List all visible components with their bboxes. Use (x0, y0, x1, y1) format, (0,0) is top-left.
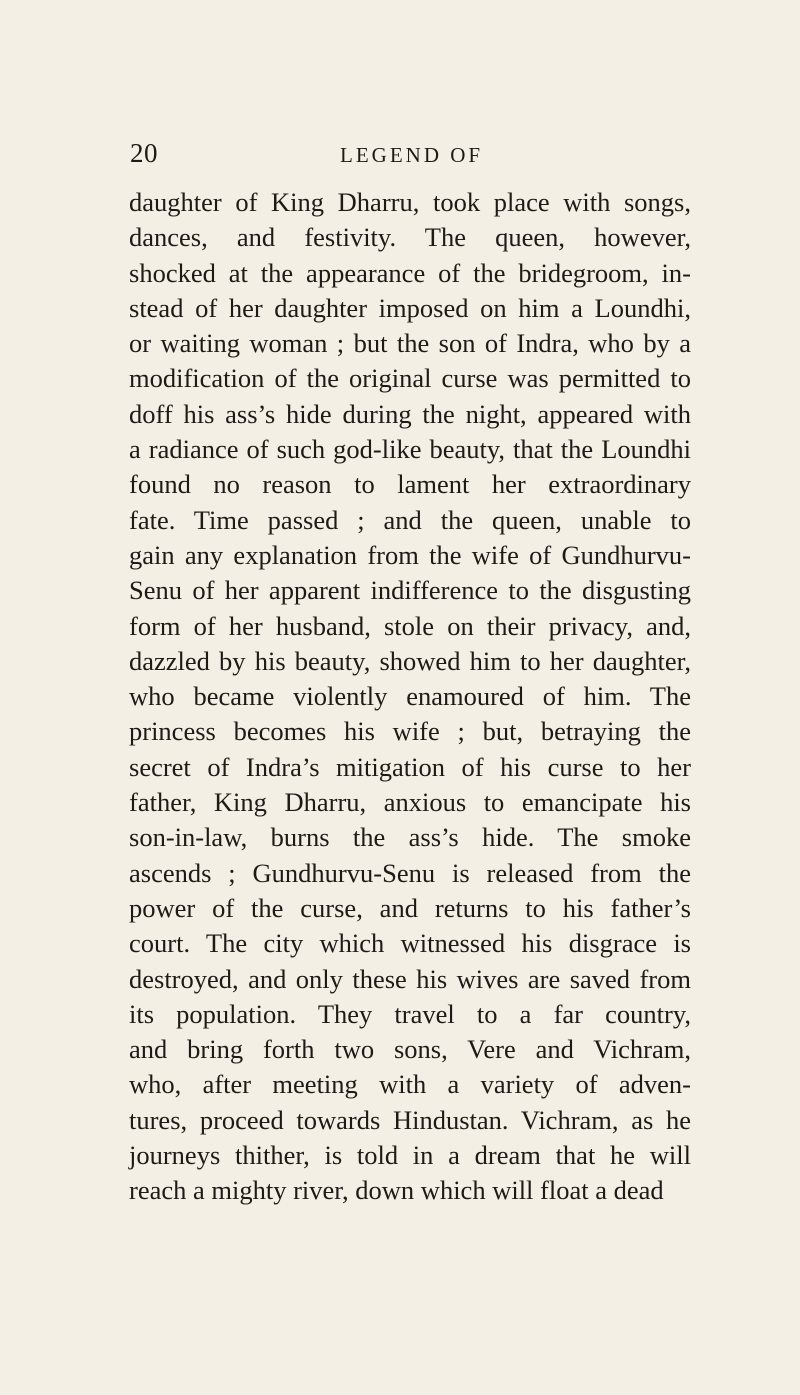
running-header (130, 138, 690, 178)
text-line: found no reason to lament her extraordinary (129, 469, 691, 500)
text-line: fate. Time passed ; and the queen, unable to (129, 504, 691, 535)
text-line: its population. They travel to a far country, (129, 998, 691, 1029)
text-line: court. The city which witnessed his disgrace is (129, 928, 691, 959)
page-number: 20 (130, 138, 158, 168)
text-line: reach a mighty river, down which will float a dead (129, 1175, 664, 1206)
text-line: power of the curse, and returns to his father’s (129, 892, 691, 923)
text-line: form of her husband, stole on their privacy, and, (129, 610, 691, 641)
text-line: destroyed, and only these his wives are saved from (129, 963, 691, 994)
text-line: secret of Indra’s mitigation of his curse to her (129, 751, 691, 782)
text-line: tures, proceed towards Hindustan. Vichram, as he (129, 1104, 691, 1135)
text-line: father, King Dharru, anxious to emancipate his (129, 787, 691, 818)
text-line: doff his ass’s hide during the night, appeared with (129, 398, 691, 429)
text-line: dances, and festivity. The queen, however, (129, 222, 691, 253)
text-line: dazzled by his beauty, showed him to her daughter, (129, 645, 691, 676)
text-line: modification of the original curse was permitted to (129, 363, 691, 394)
text-line: who, after meeting with a variety of adven- (129, 1069, 691, 1100)
text-line: gain any explanation from the wife of Gundhurvu- (129, 539, 691, 570)
text-line: a radiance of such god-like beauty, that the Loundhi (129, 434, 691, 465)
text-line: princess becomes his wife ; but, betraying the (129, 716, 691, 747)
text-line: journeys thither, is told in a dream that he will (129, 1140, 691, 1171)
text-line: Senu of her apparent indifference to the disgusting (129, 575, 691, 606)
text-line: or waiting woman ; but the son of Indra, who by a (129, 328, 691, 359)
text-line: who became violently enamoured of him. The (129, 681, 691, 712)
text-line: son-in-law, burns the ass’s hide. The smoke (129, 822, 691, 853)
text-line: ascends ; Gundhurvu-Senu is released from the (129, 857, 691, 888)
text-line: stead of her daughter imposed on him a Loundhi, (129, 292, 691, 323)
running-title: LEGEND OF (340, 143, 484, 167)
text-line: shocked at the appearance of the bridegroom, in- (129, 257, 691, 288)
body-text (129, 185, 691, 1209)
text-line: daughter of King Dharru, took place with songs, (129, 187, 691, 217)
text-line: and bring forth two sons, Vere and Vichram, (129, 1034, 691, 1065)
